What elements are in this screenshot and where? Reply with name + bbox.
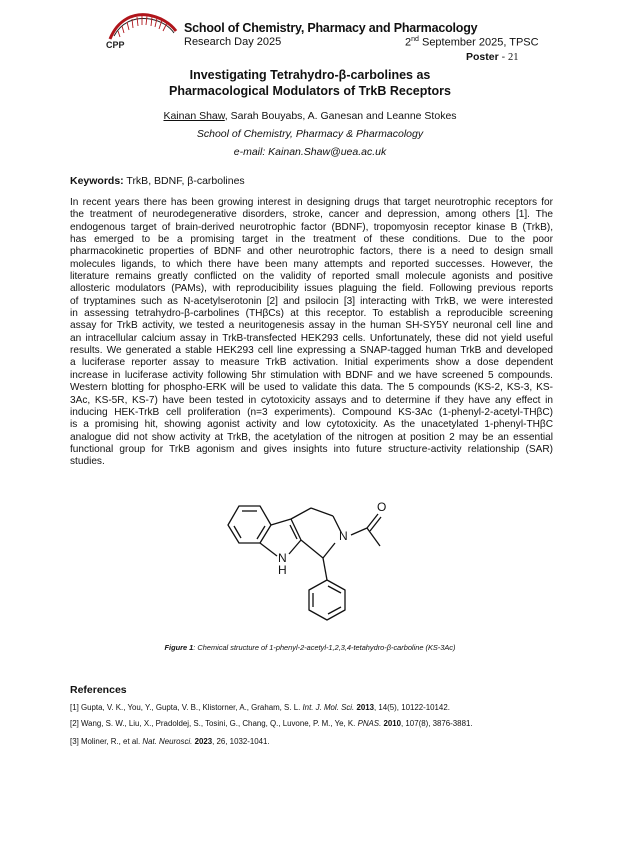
figure-caption-text: : Chemical structure of 1-phenyl-2-acetyl-1,2,3,4-tetahydro-β-carboline (KS-3Ac) [193,643,456,652]
abstract-body [70,197,553,469]
header-date-suffix: nd [411,36,419,43]
abstract-line: allosteric modulators (PAMs), with reproducibility issues plaguing the field. Following previous reports [70,283,553,295]
abstract-line: assay for TrkB activity, we tested a neuritogenesis assay in the human SH-SY5Y neuronal cell line and [70,320,553,332]
reference-authors: [1] Gupta, V. K., You, Y., Gupta, V. B., Klistorner, A., Graham, S. L. [70,703,303,712]
figure-caption-label: Figure 1 [164,643,194,652]
title-line-1: Investigating Tetrahydro-β-carbolines as [189,68,431,82]
abstract-line: inducing HEK-TrkB cell proliferation (n=3 experiments). Compound KS-3Ac (1-phenyl-2-acetyl-THβC) [70,406,553,418]
reference-year: 2013 [356,703,374,712]
abstract-line: pharmacokinetic properties of BDNF and other neurotrophic factors, there is a need to design small [70,246,553,258]
abstract-line: Western blotting for phospho-ERK will be used to validate this data. The 5 compounds (KS-2, KS-3, KS- [70,382,553,394]
abstract-line: increase in luciferase activity following 5hr stimulation with BDNF and we have screened 5 compounds. [70,369,553,381]
keywords-value: TrkB, BDNF, β-carbolines [123,175,245,187]
title-line-2: Pharmacological Modulators of TrkB Receptors [168,84,451,98]
header-school: School of Chemistry, Pharmacy and Pharmacology [184,21,478,35]
presenting-author: Kainan Shaw [163,110,225,122]
reference-authors: [2] Wang, S. W., Liu, X., Pradoldej, S., Tosini, G., Chang, Q., Luvone, P. M., Ye, K. [70,719,358,728]
reference-details: , 26, 1032-1041. [212,737,270,746]
co-authors: , Sarah Bouyabs, A. Ganesan and Leanne Stokes [224,110,457,122]
atom-n-acetyl: N [339,529,348,543]
abstract-line: studies. [70,456,105,468]
reference-year: 2010 [383,719,402,728]
poster-label: Poster [466,51,499,63]
abstract-line: is a promising hit, showing agonist activity and low cytotoxicity. As the unacetylated 1-phenyl-THβC [70,419,553,431]
reference-item [70,719,473,728]
reference-authors: [3] Moliner, R., et al. [70,737,143,746]
header-date-rest: September 2025, TPSC [418,36,539,49]
affiliation: School of Chemistry, Pharmacy & Pharmacology [196,128,424,140]
abstract-line: in assessing tetrahydro-β-carbolines (THβCs) at this receptor. To establish a reproducible screening [70,308,553,320]
abstract-line: a luciferase reporter assay to measure TrkB activation. Initial experiments show a dose dependent [70,357,553,369]
keywords [70,175,245,187]
atom-nh-n: N [278,551,287,565]
reference-details: , 107(8), 3876-3881. [401,719,473,728]
reference-journal: PNAS. [357,719,382,728]
atom-o: O [377,500,387,514]
header-date [405,36,539,49]
cpp-logo-icon [104,9,180,49]
reference-details: , 14(5), 10122-10142. [374,703,450,712]
reference-year: 2023 [194,737,213,746]
atom-nh-h: H [278,563,287,577]
poster-number [466,51,519,63]
reference-journal: Int. J. Mol. Sci. [302,703,355,712]
header-date-day: 2 [405,36,412,49]
keywords-label: Keywords: [70,175,124,187]
reference-item [70,737,270,746]
abstract-line: the treatment of neurodegenerative disorders, stroke, cancer and depression, among others [1]. The [70,209,553,221]
poster-number-value: 21 [508,52,519,63]
chemical-structure [215,498,415,628]
authors [60,110,560,122]
abstract-line: has emerged to be a promising target in the treatment of these conditions. Due to the poor [70,234,553,246]
abstract-line: molecules ligands, to which there have been many attempts and reported successes. However, the [70,258,553,270]
references-heading: References [70,684,127,696]
abstract-line: endogenous target of brain-derived neurotrophic factor (BDNF), tropomyosin receptor kinase B (TrkB), [70,221,553,233]
abstract-line: 3Ac, KS-5R, KS-7) have been tested in cytotoxicity assays and to determine if they have any effect in [70,394,553,406]
reference-journal: Nat. Neurosci. [142,737,193,746]
reference-item [70,703,450,712]
abstract-line: functional group for TrkB agonism and gives insights into future structure-activity relationship (SAR) [70,443,553,455]
logo-text: CPP [106,40,125,49]
figure-caption [60,643,560,652]
abstract-line: of tryptamines such as N-acetylserotonin [2] and psilocin [3] interacting with TrkB, we were interested [70,295,553,307]
abstract-line: literature remains greatly conflicted on the validity of reported small molecule agonists and positive [70,271,553,283]
abstract-line: analogue did not show activity at TrkB, the acetylation of the nitrogen at position 2 may be an essential [70,431,553,443]
header-event: Research Day 2025 [184,36,282,48]
poster-sep: - [498,51,509,63]
email: e-mail: Kainan.Shaw@uea.ac.uk [233,146,387,158]
abstract-line: results. We generated a stable HEK293 cell line expressing a SNAP-tagged human TrkB and developed [70,345,553,357]
abstract-line: In recent years there has been growing interest in designing drugs that target neurotrophic receptors for [70,197,553,208]
abstract-line: an intracellular calcium assay in TrkB-transfected HEK293 cells. Unfortunately, these did not yield useful [70,332,553,344]
